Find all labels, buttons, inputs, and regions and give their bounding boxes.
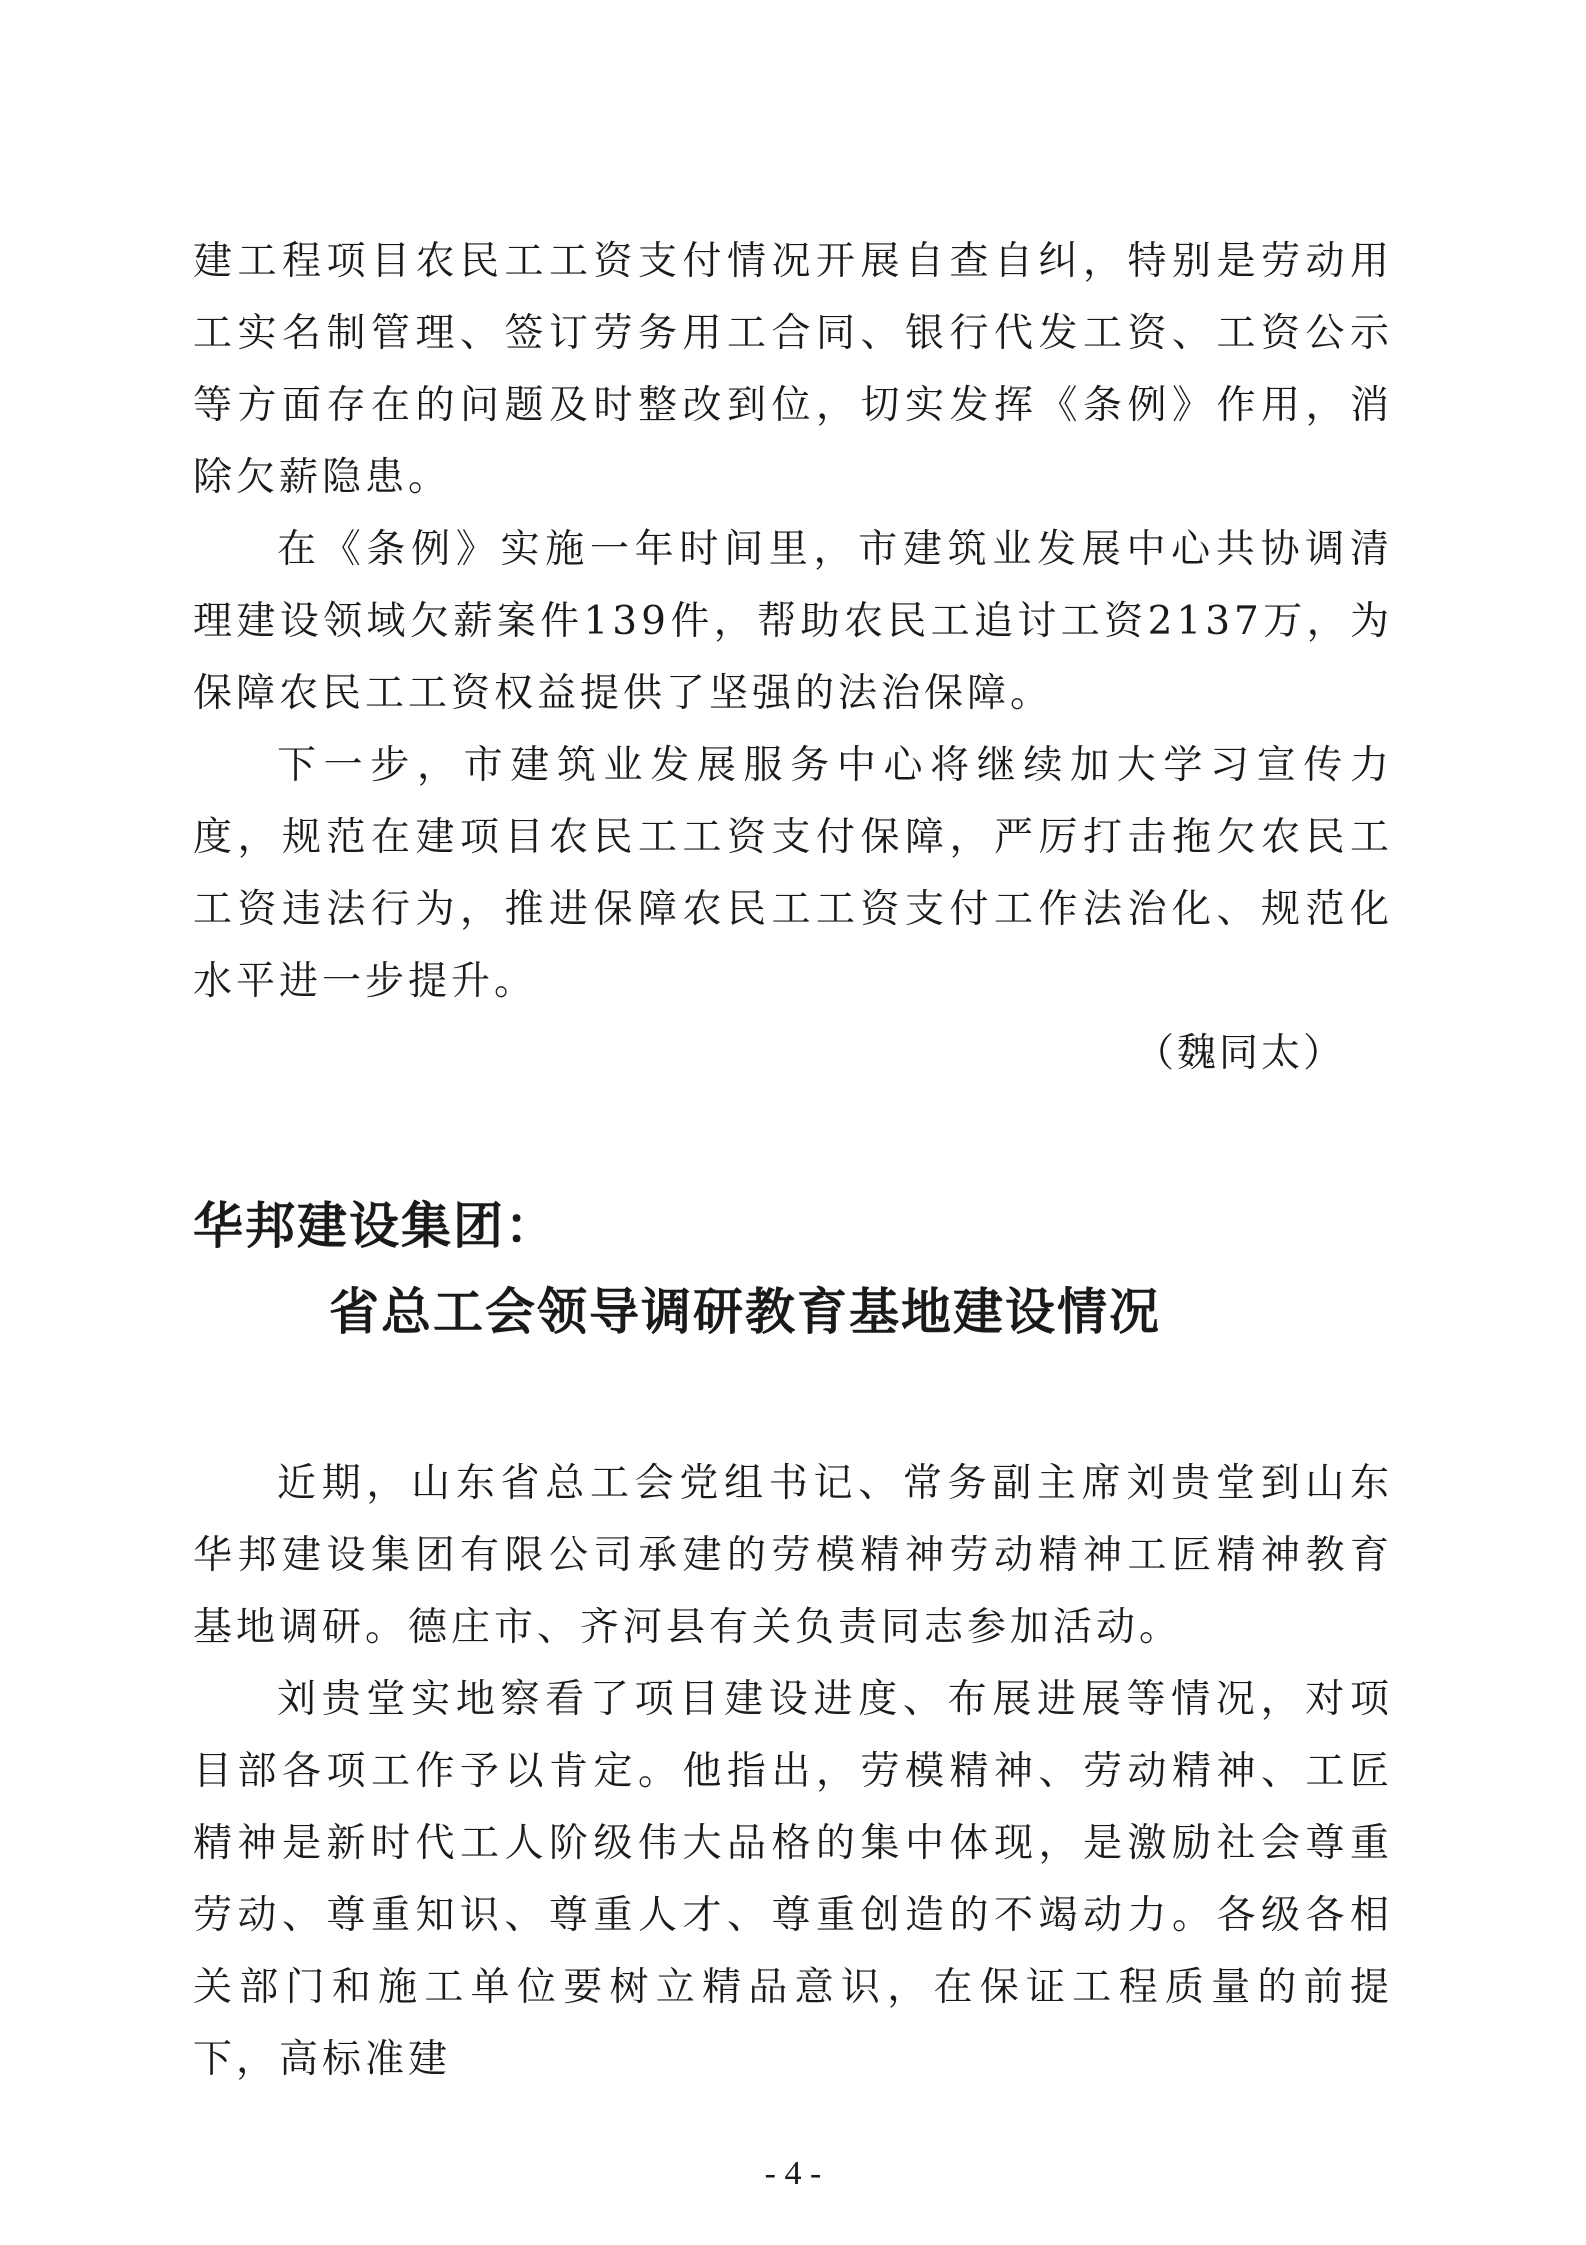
page-number: - 4 - — [764, 2155, 822, 2192]
paragraph-remarks: 刘贵堂实地察看了项目建设进度、布展进展等情况，对项目部各项工作予以肯定。他指出，劳模精神、劳动精神、工匠精神是新时代工人阶级伟大品格的集中体现，是激励社会尊重劳动、尊重知识、尊重人才、尊重创造的不竭动力。各级各相关部门和施工单位要树立精品意识，在保证工程质量的前提下，高标准建 — [193, 1677, 1393, 2082]
article-continuation — [193, 226, 1393, 1090]
article-title-main: 华邦建设集团： — [193, 1197, 557, 1255]
paragraph-results: 在《条例》实施一年时间里，市建筑业发展中心共协调清理建设领域欠薪案件139件，帮助农民工追讨工资2137万，为保障农民工工资权益提供了坚强的法治保障。 — [193, 527, 1393, 716]
author-credit: （魏同太） — [1134, 1031, 1345, 1076]
page-content — [193, 226, 1393, 2096]
article-heading — [193, 1183, 1393, 1355]
article-body — [193, 1448, 1393, 2096]
paragraph-visit: 近期，山东省总工会党组书记、常务副主席刘贵堂到山东华邦建设集团有限公司承建的劳模精神劳动精神工匠精神教育基地调研。德庄市、齐河县有关负责同志参加活动。 — [193, 1461, 1393, 1650]
article-title-sub: 省总工会领导调研教育基地建设情况 — [329, 1283, 1161, 1341]
paragraph-next-steps: 下一步，市建筑业发展服务中心将继续加大学习宣传力度，规范在建项目农民工工资支付保障，严厉打击拖欠农民工工资违法行为，推进保障农民工工资支付工作法治化、规范化水平进一步提升。 — [193, 743, 1393, 1004]
paragraph-continued: 建工程项目农民工工资支付情况开展自查自纠，特别是劳动用工实名制管理、签订劳务用工合同、银行代发工资、工资公示等方面存在的问题及时整改到位，切实发挥《条例》作用，消除欠薪隐患。 — [193, 239, 1393, 500]
